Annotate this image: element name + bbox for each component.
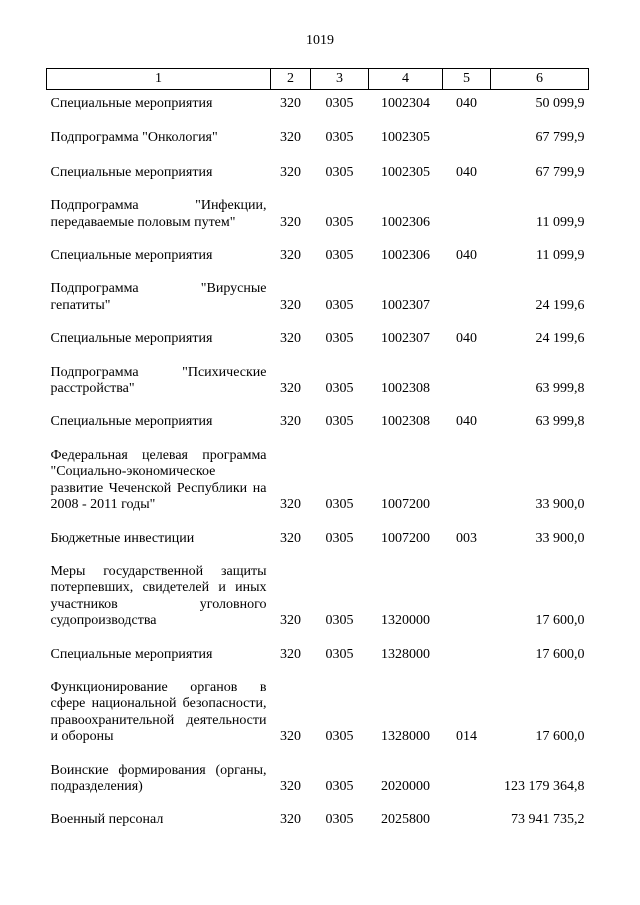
row-amount: 24 199,6 (535, 331, 585, 347)
row-target-code: 2025800 (381, 812, 430, 828)
row-name-text: Меры государственной защиты потерпевших, свидетелей и иных участников уголовного судопроизводства (50, 563, 267, 629)
row-target-code: 1002307 (381, 297, 430, 313)
row-name-text: Подпрограмма "Онкология" (50, 130, 218, 146)
row-name-text: Специальные мероприятия (50, 331, 213, 347)
row-target-code: 1002307 (381, 331, 430, 347)
row-ministry-code: 320 (280, 96, 301, 111)
row-ministry-code: 320 (280, 297, 301, 313)
row-target-code: 1002308 (381, 381, 430, 397)
row-target-code: 1320000 (381, 613, 430, 629)
row-name-text: Специальные мероприятия (50, 414, 213, 430)
row-name (47, 564, 271, 630)
row-expense-code (443, 812, 491, 828)
budget-table (46, 68, 589, 829)
row-name-text: Специальные мероприятия (50, 164, 213, 180)
row-section-code: 0305 (325, 130, 354, 146)
table-row (47, 198, 589, 231)
page-number: 1019 (306, 33, 334, 48)
row-ministry-code: 320 (280, 214, 301, 230)
row-amount: 63 999,8 (535, 414, 585, 430)
row-amount: 63 999,8 (535, 381, 585, 397)
table-row (47, 564, 589, 630)
row-target-code: 1002304 (381, 96, 430, 111)
row-expense-code (443, 763, 491, 796)
row-name-text: Подпрограмма "Психические расстройства" (50, 364, 267, 397)
row-amount: 11 099,9 (536, 214, 585, 230)
row-ministry-code: 320 (280, 248, 301, 264)
row-expense-code (443, 647, 491, 663)
row-amount: 17 600,0 (535, 646, 585, 662)
row-name (47, 198, 271, 231)
row-expense-code (443, 448, 491, 514)
row-section-code: 0305 (325, 297, 354, 313)
row-target-code: 1007200 (381, 530, 430, 546)
row-name (47, 763, 271, 796)
row-amount: 33 900,0 (535, 530, 585, 546)
row-section-code: 0305 (325, 214, 354, 230)
row-target-code: 1002308 (381, 414, 430, 430)
row-name-text: Воинские формирования (органы, подразделения) (50, 762, 267, 794)
row-name-text: Бюджетные инвестиции (50, 530, 195, 546)
row-expense-code (443, 564, 491, 630)
row-amount: 67 799,9 (535, 130, 585, 146)
row-ministry-code: 320 (280, 646, 301, 662)
table-row (47, 680, 589, 746)
row-target-code: 1328000 (381, 729, 430, 745)
row-ministry-code: 320 (280, 331, 301, 347)
row-section-code: 0305 (325, 646, 354, 662)
row-target-code: 1002306 (381, 248, 430, 264)
row-expense-code: 040 (456, 414, 477, 430)
row-expense-code (443, 281, 491, 314)
header-col-6: 6 (491, 69, 589, 90)
row-name-text: Подпрограмма "Инфекции, передаваемые половым путем" (50, 198, 267, 230)
row-section-code: 0305 (325, 331, 354, 347)
row-name (47, 647, 271, 663)
table-row (47, 165, 589, 181)
row-section-code: 0305 (325, 381, 354, 397)
row-target-code: 1328000 (381, 646, 430, 662)
table-row (47, 248, 589, 264)
row-name (47, 248, 271, 264)
row-ministry-code: 320 (280, 530, 301, 546)
header-row (47, 69, 589, 90)
row-section-code: 0305 (325, 812, 354, 828)
row-section-code: 0305 (325, 164, 354, 180)
row-amount: 33 900,0 (535, 497, 585, 513)
row-ministry-code: 320 (280, 130, 301, 146)
table-row (47, 414, 589, 430)
row-target-code: 1007200 (381, 497, 430, 513)
row-name (47, 165, 271, 181)
row-amount: 67 799,9 (535, 164, 585, 180)
row-name (47, 812, 271, 828)
row-target-code: 1002305 (381, 164, 430, 180)
header-col-1: 1 (47, 69, 271, 90)
row-section-code: 0305 (325, 778, 354, 794)
row-name (47, 96, 271, 112)
row-section-code: 0305 (325, 530, 354, 546)
row-section-code: 0305 (325, 729, 354, 745)
row-name-text: Подпрограмма "Вирусные гепатиты" (50, 281, 267, 313)
row-amount: 17 600,0 (535, 613, 585, 629)
table-row (47, 331, 589, 347)
table-row (47, 812, 589, 828)
row-name-text: Специальные мероприятия (50, 96, 213, 111)
row-ministry-code: 320 (280, 613, 301, 629)
row-section-code: 0305 (325, 497, 354, 513)
row-name (47, 680, 271, 746)
row-ministry-code: 320 (280, 381, 301, 397)
row-section-code: 0305 (325, 613, 354, 629)
row-name (47, 414, 271, 430)
row-expense-code: 003 (456, 530, 477, 546)
row-name (47, 365, 271, 398)
row-name-text: Федеральная целевая программа "Социально-экономическое развитие Чеченской Республики на 2008 - 2011 годы" (50, 447, 267, 513)
row-target-code: 1002305 (381, 130, 430, 146)
row-expense-code (443, 198, 491, 231)
row-ministry-code: 320 (280, 729, 301, 745)
header-col-5: 5 (443, 69, 491, 90)
row-expense-code (443, 130, 491, 146)
header-col-2: 2 (271, 69, 311, 90)
row-amount: 73 941 735,2 (511, 812, 585, 828)
row-expense-code: 040 (456, 96, 477, 111)
row-ministry-code: 320 (280, 778, 301, 794)
row-name-text: Специальные мероприятия (50, 646, 213, 662)
table-row (47, 130, 589, 146)
row-expense-code: 040 (456, 331, 477, 347)
row-name (47, 531, 271, 547)
table-row (47, 531, 589, 547)
row-amount: 123 179 364,8 (504, 778, 585, 794)
row-section-code: 0305 (325, 414, 354, 430)
row-section-code: 0305 (325, 96, 354, 111)
table-row (47, 365, 589, 398)
row-ministry-code: 320 (280, 497, 301, 513)
table-row (47, 96, 589, 112)
row-expense-code: 014 (456, 729, 477, 745)
row-target-code: 1002306 (381, 214, 430, 230)
row-expense-code: 040 (456, 248, 477, 264)
row-name-text: Военный персонал (50, 812, 164, 828)
row-ministry-code: 320 (280, 812, 301, 828)
row-name (47, 331, 271, 347)
row-expense-code: 040 (456, 164, 477, 180)
table-row (47, 763, 589, 796)
table-row (47, 448, 589, 514)
row-name-text: Функционирование органов в сфере национальной безопасности, правоохранительной деятельности и обороны (50, 679, 267, 745)
row-expense-code (443, 365, 491, 398)
row-amount: 24 199,6 (535, 297, 585, 313)
row-ministry-code: 320 (280, 164, 301, 180)
table-row (47, 281, 589, 314)
row-ministry-code: 320 (280, 414, 301, 430)
row-target-code: 2020000 (381, 778, 430, 794)
row-name (47, 281, 271, 314)
row-amount: 17 600,0 (535, 729, 585, 745)
row-amount: 50 099,9 (535, 96, 585, 111)
row-name (47, 130, 271, 146)
table-row (47, 647, 589, 663)
header-col-3: 3 (311, 69, 369, 90)
row-name (47, 448, 271, 514)
header-col-4: 4 (369, 69, 443, 90)
row-section-code: 0305 (325, 248, 354, 264)
row-amount: 11 099,9 (536, 248, 585, 264)
row-name-text: Специальные мероприятия (50, 248, 213, 264)
